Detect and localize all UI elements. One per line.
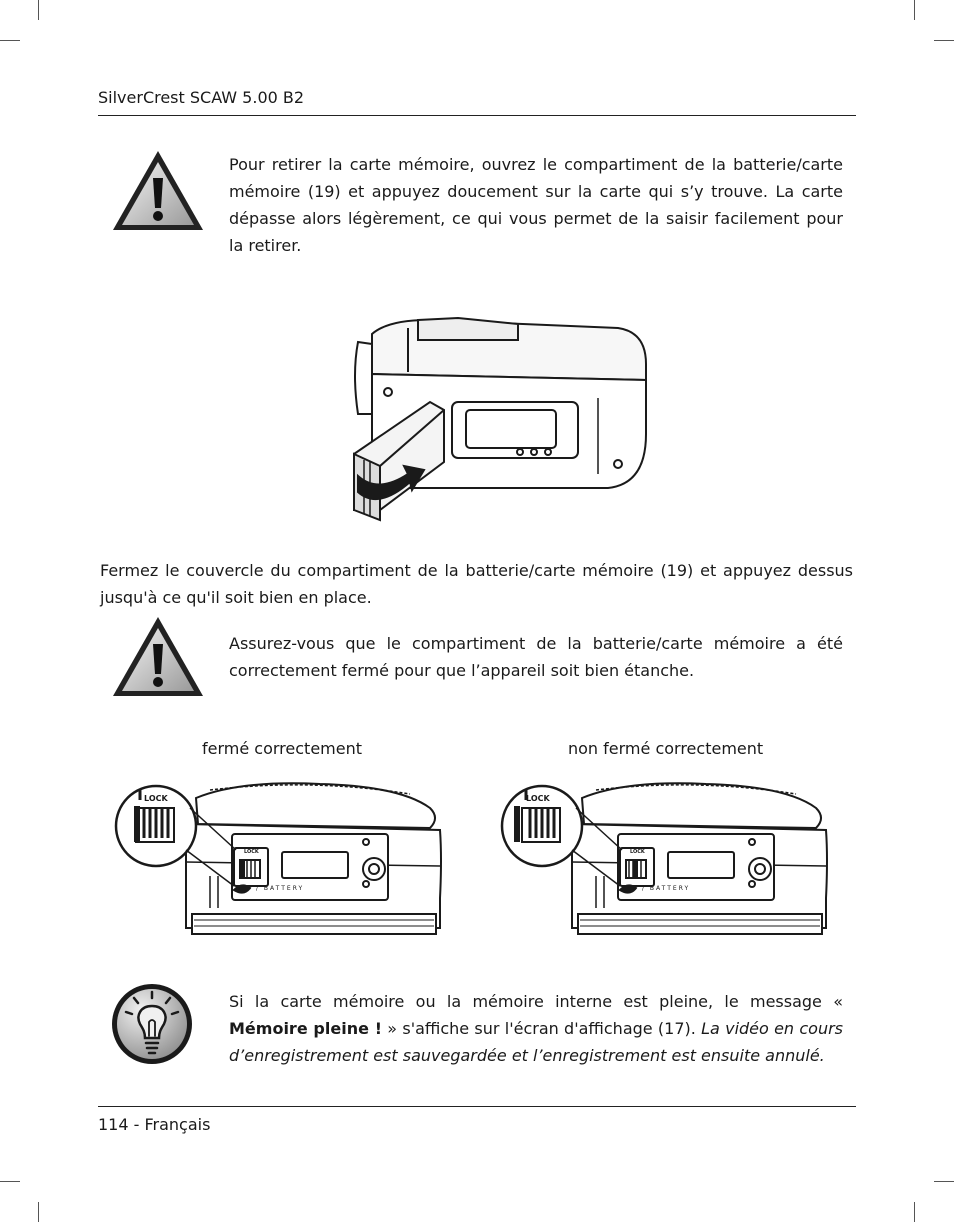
figure-caption-open: non fermé correctement (568, 739, 764, 758)
figure-caption-closed: fermé correctement (202, 739, 362, 758)
lock-label: LOCK (244, 849, 259, 855)
tip-text-start: Si la carte mémoire ou la mémoire interne est pleine, le message « (229, 992, 843, 1011)
tip-message: Mémoire pleine ! (229, 1019, 383, 1038)
paragraph: Fermez le couvercle du compartiment de la batterie/carte mémoire (19) et appuyez dessus jusqu'à ce qu'il soit bien en place. (100, 561, 853, 607)
crop-mark (38, 0, 39, 20)
warning-icon (110, 614, 206, 700)
battery-label: / BATTERY (642, 885, 691, 892)
page-header: SilverCrest SCAW 5.00 B2 (98, 88, 856, 116)
crop-mark (914, 1202, 915, 1222)
lightbulb-icon (110, 982, 194, 1066)
crop-mark (0, 1181, 20, 1182)
lock-label: LOCK (630, 849, 645, 855)
battery-label: / BATTERY (256, 885, 305, 892)
lock-label: LOCK (526, 794, 550, 803)
page-footer: 114 - Français (98, 1106, 856, 1134)
lock-label: LOCK (144, 794, 168, 803)
crop-mark (934, 1181, 954, 1182)
tip-text-italic: La vidéo en cours d’enregistrement est sauvegardée et l’enregistrement est ensuite annulé. (229, 1019, 843, 1065)
warning-text: Pour retirer la carte mémoire, ouvrez le compartiment de la batterie/carte mémoire (19) et appuyez doucement sur la carte qui s’y trouve. La carte dépasse alors légèrement, ce qui vous permet de la saisir facilement pour la retirer. (229, 155, 843, 255)
camera-closed-illustration (110, 778, 450, 942)
tip-text-middle: » s'affiche sur l'écran d'affichage (17). (382, 1019, 702, 1038)
crop-mark (914, 0, 915, 20)
warning-text: Assurez-vous que le compartiment de la batterie/carte mémoire a été correctement fermé pour que l’appareil soit bien étanche. (229, 634, 843, 680)
tip-text (229, 988, 843, 1069)
crop-mark (934, 40, 954, 41)
camera-open-compartment-illustration (348, 314, 652, 522)
warning-icon (110, 148, 206, 234)
crop-mark (38, 1202, 39, 1222)
camera-open-lid-illustration (496, 778, 836, 942)
crop-mark (0, 40, 20, 41)
